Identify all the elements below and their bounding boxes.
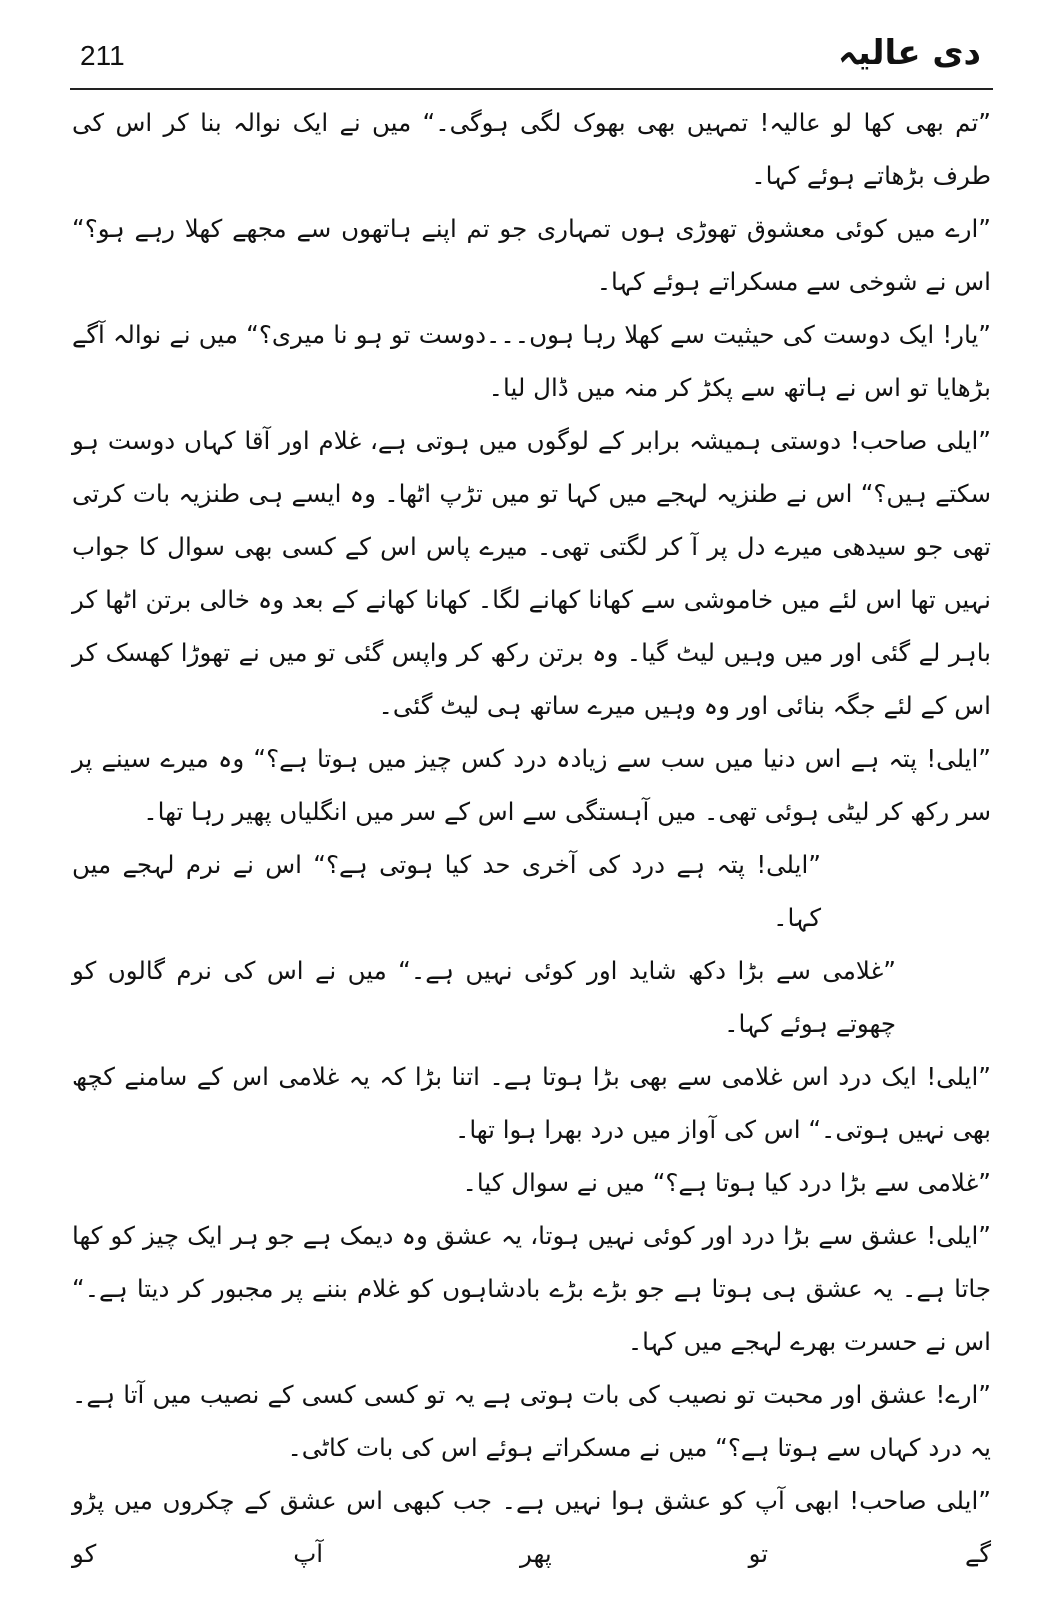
page-header	[70, 30, 993, 90]
paragraph: ”یار! ایک دوست کی حیثیت سے کھلا رہا ہوں۔۔۔دوست تو ہو نا میری؟“ میں نے نوالہ آگے بڑھایا تو اس نے ہاتھ سے پکڑ کر منہ میں ڈال لیا۔	[72, 320, 991, 402]
paragraph: ”ایلی! عشق سے بڑا درد اور کوئی نہیں ہوتا، یہ عشق وہ دیمک ہے جو ہر ایک چیز کو کھا جاتا ہے۔ یہ عشق ہی ہوتا ہے جو بڑے بڑے بادشاہوں کو غلام بننے پر مجبور کر دیتا ہے۔“ اس نے حسرت بھرے لہجے میں کہا۔	[72, 1221, 991, 1356]
paragraph: ”ایلی صاحب! دوستی ہمیشہ برابر کے لوگوں میں ہوتی ہے، غلام اور آقا کہاں دوست ہو سکتے ہیں؟“ اس نے طنزیہ لہجے میں کہا تو میں تڑپ اٹھا۔ وہ ایسے ہی طنزیہ بات کرتی تھی جو سیدھی میرے دل پر آ کر لگتی تھی۔ میرے پاس اس کے کسی بھی سوال کا جواب نہیں تھا اس لئے میں خاموشی سے کھانا کھانے لگا۔ کھانا کھانے کے بعد وہ خالی برتن اٹھا کر باہر لے گئی اور میں وہیں لیٹ گیا۔ وہ برتن رکھ کر واپس گئی تو میں نے تھوڑا کھسک کر اس کے لئے جگہ بنائی اور وہ وہیں میرے ساتھ ہی لیٹ گئی۔	[72, 426, 991, 720]
paragraph: ”ارے میں کوئی معشوق تھوڑی ہوں تمہاری جو تم اپنے ہاتھوں سے مجھے کھلا رہے ہو؟“ اس نے شوخی سے مسکراتے ہوئے کہا۔	[72, 214, 991, 296]
paragraph: ”ایلی! پتہ ہے درد کی آخری حد کیا ہوتی ہے؟“ اس نے نرم لہجے میں کہا۔	[72, 850, 821, 932]
paragraph: ”غلامی سے بڑا دکھ شاید اور کوئی نہیں ہے۔“ میں نے اس کی نرم گالوں کو چھوتے ہوئے کہا۔	[72, 956, 896, 1038]
paragraph: ”غلامی سے بڑا درد کیا ہوتا ہے؟“ میں نے سوال کیا۔	[462, 1168, 991, 1197]
header-divider	[70, 88, 993, 90]
paragraph: ”ایلی! ایک درد اس غلامی سے بھی بڑا ہوتا ہے۔ اتنا بڑا کہ یہ غلامی اس کے سامنے کچھ بھی نہیں ہوتی۔“ اس کی آواز میں درد بھرا ہوا تھا۔	[72, 1062, 991, 1144]
paragraph: ”ارے! عشق اور محبت تو نصیب کی بات ہوتی ہے یہ تو کسی کسی کے نصیب میں آتا ہے۔ یہ درد کہاں سے ہوتا ہے؟“ میں نے مسکراتے ہوئے اس کی بات کاٹی۔	[72, 1380, 991, 1462]
paragraph: ”ایلی! پتہ ہے اس دنیا میں سب سے زیادہ درد کس چیز میں ہوتا ہے؟“ وہ میرے سینے پر سر رکھ کر لیٹی ہوئی تھی۔ میں آہستگی سے اس کے سر میں انگلیاں پھیر رہا تھا۔	[72, 744, 991, 826]
paragraph: ”ایلی صاحب! ابھی آپ کو عشق ہوا نہیں ہے۔ جب کبھی اس عشق کے چکروں میں پڑو گے تو پھر آپ کو	[72, 1486, 991, 1568]
page-number: 211	[80, 40, 125, 71]
page-body	[72, 96, 991, 1568]
book-title: دی عالیہ	[837, 33, 981, 73]
paragraph: ”تم بھی کھا لو عالیہ! تمہیں بھی بھوک لگی ہوگی۔“ میں نے ایک نوالہ بنا کر اس کی طرف بڑھاتے ہوئے کہا۔	[72, 108, 991, 190]
